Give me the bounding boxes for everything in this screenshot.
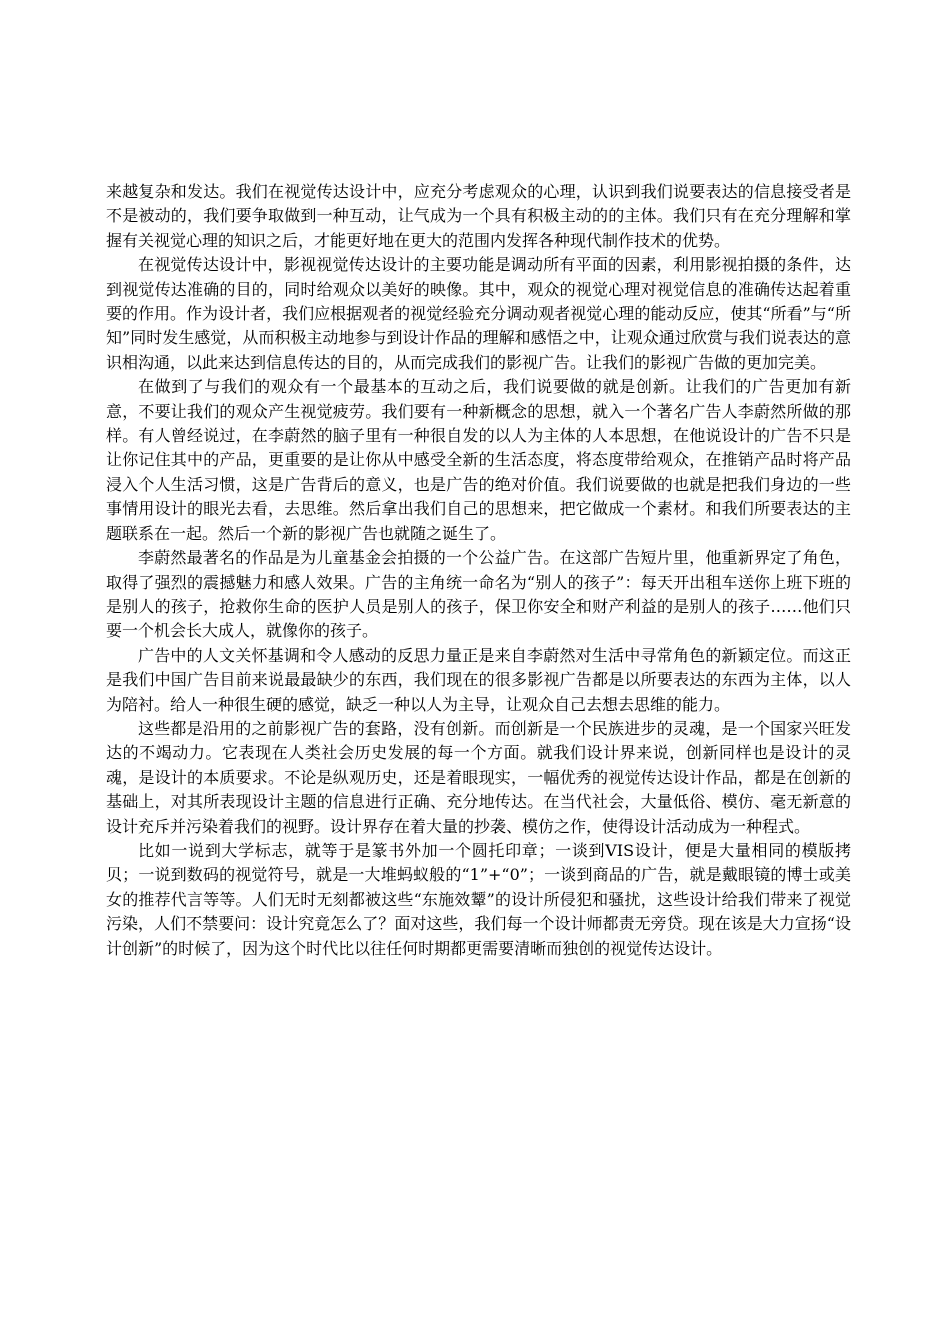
document-body (106, 180, 851, 961)
paragraph-continuation: 来越复杂和发达。我们在视觉传达设计中，应充分考虑观众的心理，认识到我们说要表达的信息接受者是不是被动的，我们要争取做到一种互动，让气成为一个具有积极主动的的主体。我们只有在充分理解和掌握有关视觉心理的知识之后，才能更好地在更大的范围内发挥各种现代制作技术的优势。 (106, 182, 851, 250)
paragraph-visual-communication: 在视觉传达设计中，影视视觉传达设计的主要功能是调动所有平面的因素，利用影视拍摄的条件，达到视觉传达准确的目的，同时给观众以美好的映像。其中，观众的视觉心理对视觉信息的准确传达起着重要的作用。作为设计者，我们应根据观者的视觉经验充分调动观者视觉心理的能动反应，使其“所看”与“所知”同时发生感觉，从而积极主动地参与到设计作品的理解和感悟之中，让观众通过欣赏与我们说表达的意识相沟通，以此来达到信息传达的目的，从而完成我们的影视广告。让我们的影视广告做的更加完美。 (106, 255, 851, 372)
paragraph-design-examples: 比如一说到大学标志，就等于是篆书外加一个圆托印章；一谈到VIS设计，便是大量相同的模版拷贝；一说到数码的视觉符号，就是一大堆蚂蚁般的“1”+“0”；一谈到商品的广告，就是戴眼镜的博士或美女的推荐代言等等。人们无时无刻都被这些“东施效颦”的设计所侵犯和骚扰，这些设计给我们带来了视觉污染，人们不禁要问：设计究竟怎么了？面对这些，我们每一个设计师都责无旁贷。现在该是大力宣扬“设计创新”的时候了，因为这个时代比以往任何时期都更需要清晰而独创的视觉传达设计。 (106, 840, 851, 958)
paragraph-humanistic-care: 广告中的人文关怀基调和令人感动的反思力量正是来自李蔚然对生活中寻常角色的新颖定位。而这正是我们中国广告目前来说最最缺少的东西，我们现在的很多影视广告都是以所要表达的东西为主体，以人为陪衬。给人一种很生硬的感觉，缺乏一种以人为主导，让观众自己去想去思维的能力。 (106, 645, 851, 714)
paragraph-lack-of-innovation: 这些都是沿用的之前影视广告的套路，没有创新。而创新是一个民族进步的灵魂，是一个国家兴旺发达的不竭动力。它表现在人类社会历史发展的每一个方面。就我们设计界来说，创新同样也是设计的灵魂，是设计的本质要求。不论是纵观历史，还是着眼现实，一幅优秀的视觉传达设计作品，都是在创新的基础上，对其所表现设计主题的信息进行正确、充分地传达。在当代社会，大量低俗、模仿、毫无新意的设计充斥并污染着我们的视野。设计界存在着大量的抄袭、模仿之作，使得设计活动成为一种程式。 (106, 718, 851, 836)
paragraph-innovation: 在做到了与我们的观众有一个最基本的互动之后，我们说要做的就是创新。让我们的广告更加有新意，不要让我们的观众产生视觉疲劳。我们要有一种新概念的思想，就入一个著名广告人李蔚然所做的那样。有人曾经说过，在李蔚然的脑子里有一种很自发的以人为主体的人本思想，在他说设计的广告不只是让你记住其中的产品，更重要的是让你从中感受全新的生活态度，将态度带给观众，在推销产品时将产品浸入个人生活习惯，这是广告背后的意义，也是广告的绝对价值。我们说要做的也就是把我们身边的一些事情用设计的眼光去看，去思维。然后拿出我们自己的思想来，把它做成一个素材。和我们所要表达的主题联系在一起。然后一个新的影视广告也就随之诞生了。 (106, 377, 851, 543)
paragraph-famous-work: 李蔚然最著名的作品是为儿童基金会拍摄的一个公益广告。在这部广告短片里，他重新界定了角色，取得了强烈的震撼魅力和感人效果。广告的主角统一命名为“别人的孩子”：每天开出租车送你上班下班的是别人的孩子，抢救你生命的医护人员是别人的孩子，保卫你安全和财产利益的是别人的孩子……他们只要一个机会长大成人，就像你的孩子。 (106, 548, 851, 641)
